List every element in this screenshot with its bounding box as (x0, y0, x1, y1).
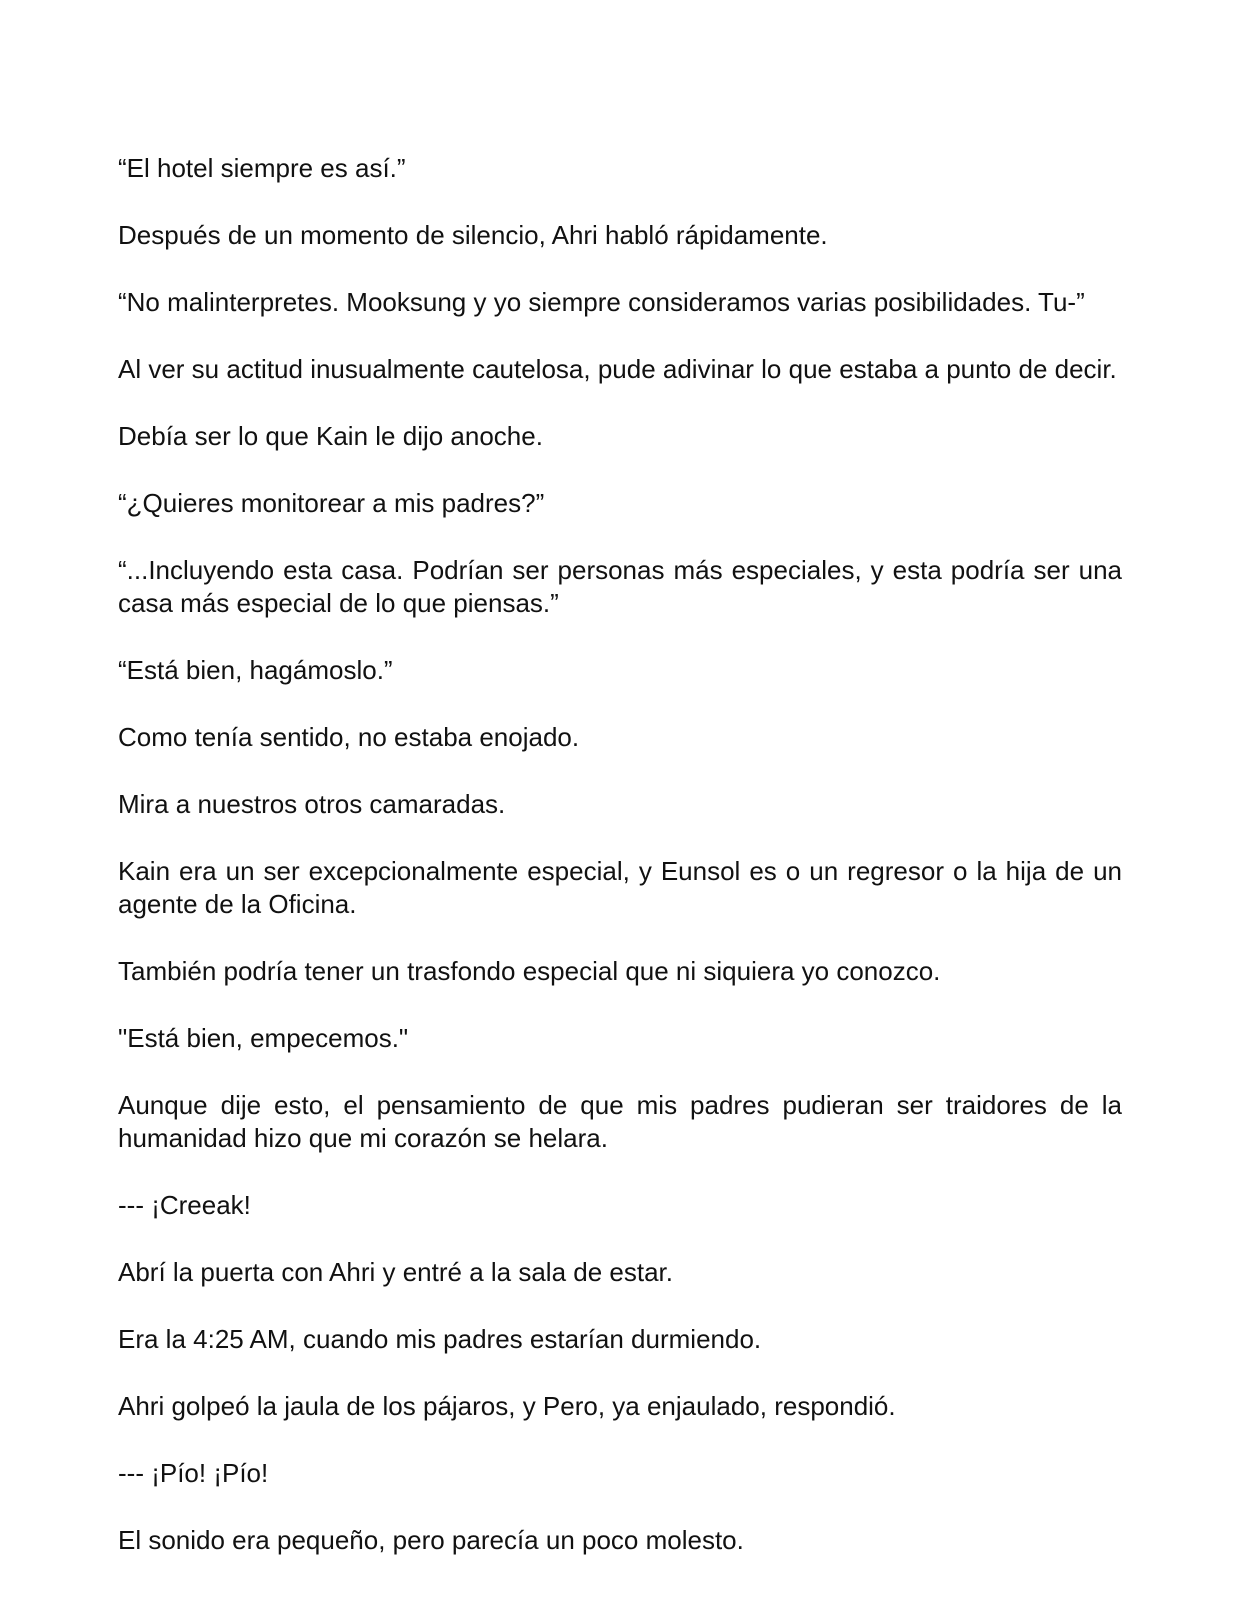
paragraph: “¿Quieres monitorear a mis padres?” (118, 488, 545, 518)
paragraph: También podría tener un trasfondo especial que ni siquiera yo conozco. (118, 956, 941, 986)
paragraph: Aunque dije esto, el pensamiento de que mis padres pudieran ser traidores de la humanidad hizo que mi corazón se helara. (118, 1090, 1122, 1153)
paragraph: "Está bien, empecemos." (118, 1023, 409, 1053)
paragraph: Como tenía sentido, no estaba enojado. (118, 722, 580, 752)
paragraph: --- ¡Pío! ¡Pío! (118, 1458, 269, 1488)
paragraph: Abrí la puerta con Ahri y entré a la sala de estar. (118, 1257, 673, 1287)
paragraph: --- ¡Creeak! (118, 1190, 251, 1220)
paragraph: “...Incluyendo esta casa. Podrían ser personas más especiales, y esta podría ser una casa más especial de lo que piensas.” (118, 555, 1122, 618)
paragraph: Era la 4:25 AM, cuando mis padres estarían durmiendo. (118, 1324, 762, 1354)
paragraph: Kain era un ser excepcionalmente especial, y Eunsol es o un regresor o la hija de un agente de la Oficina. (118, 856, 1122, 919)
paragraph: Después de un momento de silencio, Ahri habló rápidamente. (118, 220, 828, 250)
paragraph: Mira a nuestros otros camaradas. (118, 789, 506, 819)
paragraph: Ahri golpeó la jaula de los pájaros, y Pero, ya enjaulado, respondió. (118, 1391, 896, 1421)
document-body (118, 152, 1122, 1557)
paragraph: “El hotel siempre es así.” (118, 153, 406, 183)
paragraph: El sonido era pequeño, pero parecía un poco molesto. (118, 1525, 744, 1555)
paragraph: Al ver su actitud inusualmente cautelosa, pude adivinar lo que estaba a punto de decir. (118, 354, 1117, 384)
paragraph: Debía ser lo que Kain le dijo anoche. (118, 421, 543, 451)
paragraph: “No malinterpretes. Mooksung y yo siempre consideramos varias posibilidades. Tu-” (118, 287, 1085, 317)
paragraph: “Está bien, hagámoslo.” (118, 655, 393, 685)
